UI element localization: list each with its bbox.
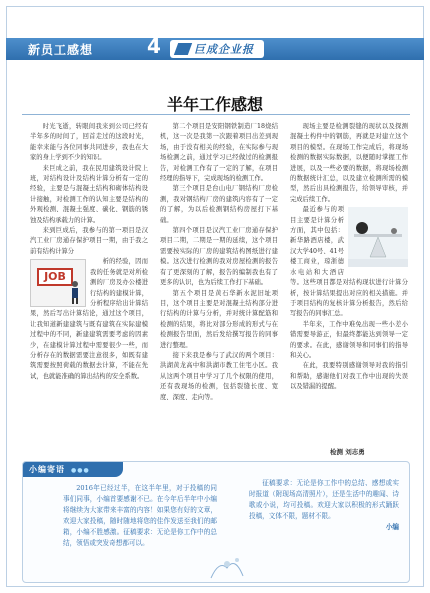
paragraph: 来巨成之前，我在民用建筑设计院上班，对结构设计及结构计算分析有一定的经验，主要是与混凝土结构和砌体结构设计接触，对检测工作的认知主要是结构的外观检测、混凝土强度、碳化、钢筋的锈蚀及结构承载力的计算。 <box>30 164 148 224</box>
paragraph: 最近参与的项目主要是计算分析方面，其中包括：新华路酒店楼，武汉大学40号、41号楼工商业，琼浙德水电站和大酒店等。这些项目都是对结构现状进行计算分析，按计算结果提出对应的相关措施。并于项目结构的复核计算分析报告，然后给写报告的同事汇总。 <box>290 206 408 318</box>
job-sign-icon: JOB <box>37 268 73 286</box>
paragraph: 析的经验，因而我的任务就是对所检测的厂房及办公楼进行结构的建模计算，分析程序给出计算结果，然后写出计算结论，通过这个项目，让我知道新建建筑与既有建筑在实际建模过程中的不同，新建建筑需要考虑的因素少，在建模计算过程中需要很少一些，而分析存在的数据需要注意很多，如既有建筑需要按照荷载的数据去计算，不能在先试，也就能准确的算出结构的安全系数。 <box>30 258 148 380</box>
balance-illustration <box>348 207 408 267</box>
editor-note-left <box>63 483 217 549</box>
paragraph: 时光飞逝，转眼间我来到公司已经有半年多的时间了，回首走过的这段时光，能幸来能与各位同事共同进步，我也在大家的身上学到不少的知识。 <box>30 123 148 162</box>
logo-mark-icon <box>174 43 192 55</box>
editor-note-title: 小编寄语 <box>29 465 65 474</box>
editor-signature: 小编 <box>385 523 399 531</box>
decorative-dots-icon: ●●● <box>71 467 90 474</box>
logo-text: 巨成企业报 <box>194 43 254 56</box>
paragraph: 现场主要是检测裂缝的现状以及探测混凝土构件中的钢筋，再就是对建立这个项目的模型。在现场工作完成后，将现场检测的数据实际数据，以便随时掌握工作进展，以及一些必要的数据，将现场检测的数据统计汇总，以及建立检测所需的模型，然后出具检测报告，给领导审核，并完成后续工作。 <box>290 123 408 203</box>
paragraph: 2016年已经过半，在这半年里，对于投稿的同事们同事，小编首要感谢不已。在今年后半年中小编将继续为大家带来丰富的内容！如果您有好的文章，欢迎大家投稿，随时随地将您的佳作发送至我们的邮箱，小编不胜感激。征稿要求：无论是你工作中的总结，领悟或突发奇想都可以。 <box>63 484 217 547</box>
paragraph: 半年来，工作中难免出现一些小差小错需要导游正，但最终都能达到领导一定的要求。在此，感谢领导和同事们的指导和关心。 <box>290 320 408 359</box>
job-illustration <box>30 259 86 307</box>
title-divider <box>22 114 410 115</box>
paragraph: 第二个项目是安阳钢铁制造厂18烧结机，这一次是我第一次跟着项目出差到现场，由于没有相关的经验，在实际参与现场检测之前，通过学习已经做过的检测报告，对检测工作有了一定的了解，在项目经理的指导下，完成现场的检测工作。 <box>160 123 278 183</box>
article-column-2 <box>160 122 278 403</box>
paragraph: 第三个项目是台山电厂钢结构厂房检测，我对钢结构厂房的建筑内容有了一定的了解，为以后检测钢结构房屋打下基础。 <box>160 185 278 224</box>
article-column-3 <box>290 122 408 393</box>
paragraph: 第四个项目是汉汽工业厂房通存保护项目二期，二期是一期的延续，这个项目需要按实际的厂房的建筑结构图纸进行建模。这次进行检测的我对房屋检测的报告有了更深刻的了解，报告的编制我也有了更多的认识，也为后续工作打下基础。 <box>160 227 278 287</box>
paragraph: 来到巨成后，我参与的第一项目是汉汽工业厂房通存保护项目一期，由于我之前有结构计算分 <box>30 227 148 255</box>
article-byline: 检测 刘志勇 <box>330 448 365 456</box>
paragraph: 征稿要求：无论是你工作中的总结、感想或实时报道（附现场高清照片），还是生活中的趣闻、诗歌或小说，均可投稿。欢迎大家以积极的形式踊跃投稿，文体不限，题材不限。 <box>249 479 399 520</box>
article-title: 半年工作感想 <box>166 95 263 114</box>
page-number: 4 <box>147 34 161 58</box>
paragraph: 接下来我是参与了武汉的两个项目：洪湖黄龙高中和洪湖市教工住宅小区。我从这两个项目中学习了几个权限的使用，还有我现场的检测，包括裂缝长度、宽度、深度、走向等。 <box>160 351 278 401</box>
balance-icon <box>348 207 408 267</box>
editor-note-tab <box>23 462 123 477</box>
newspaper-logo <box>170 40 264 58</box>
page-header <box>6 34 424 60</box>
flower-decoration-icon <box>207 550 247 580</box>
editor-note-right <box>249 478 399 533</box>
article-column-1 <box>30 122 148 382</box>
editor-note-box <box>22 461 410 583</box>
section-label: 新员工感想 <box>28 43 94 57</box>
paragraph: 在此，我要特别感谢领导对我的指引和帮助，感谢他们对我工作中出现的失误以及错漏的提醒。 <box>290 362 408 391</box>
person-icon <box>69 280 81 304</box>
paragraph: 第五个项目是黄石华新水泥旧址项目，这个项目主要是对混凝土结构部分进行结构的计算与分析，并对统计算配筋和检测的结果，将比对部分形成的形式与在检测报告里面，然后发给撰写报告的同事进行整理。 <box>160 289 278 349</box>
